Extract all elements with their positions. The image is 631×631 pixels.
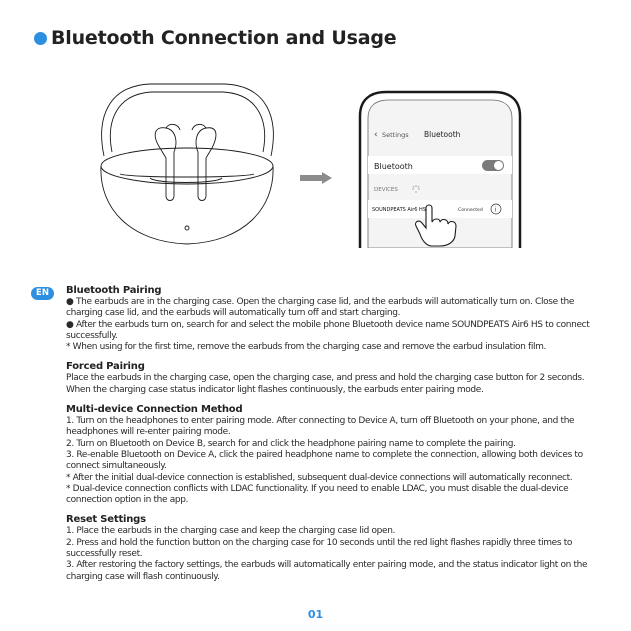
section-paragraph: 1. Place the earbuds in the charging case and keep the charging case lid open.	[66, 526, 396, 537]
title-row	[34, 27, 396, 49]
section-paragraph: 2. Press and hold the function button on the charging case for 10 seconds until the red light flashes rapidly three times to successfully reset.	[66, 537, 573, 560]
section-paragraph: 3. After restoring the factory settings, the earbuds will automatically enter pairing mode, and the status indicator light on the charging case will flash continuously.	[66, 560, 588, 582]
section-heading: Bluetooth Pairing	[66, 285, 162, 296]
page-title: Bluetooth Connection and Usage	[51, 27, 397, 49]
toggle-knob	[494, 161, 503, 170]
bluetooth-label: Bluetooth	[374, 162, 413, 171]
section-heading: Forced Pairing	[66, 361, 145, 373]
section-paragraph: Place the earbuds in the charging case, open the charging case, and press and hold the charging case button for 2 seconds. When the charging case status indicator light flashes continuously, the earbuds enter pairing mode.	[66, 373, 585, 395]
devices-label: DEVICES	[374, 187, 398, 193]
title-bullet-dot	[34, 32, 47, 45]
back-label: Settings	[382, 131, 409, 139]
arrow-right-icon	[300, 172, 332, 184]
section-paragraph: * Dual-device connection conflicts with LDAC functionality. If you need to enable LDAC, you must disable the dual-device connection option in the app.	[66, 483, 569, 506]
instructions-body	[66, 285, 591, 591]
svg-text:i: i	[494, 206, 497, 214]
section-paragraph: ● After the earbuds turn on, search for and select the mobile phone Bluetooth device name SOUNDPEATS Air6 HS to connect successfully.	[66, 319, 590, 341]
section-paragraph: 3. Re-enable Bluetooth on Device A, click the paired headphone name to complete the connection, allowing both devices to connect simultaneously.	[66, 449, 583, 472]
section-paragraph: * When using for the first time, remove the earbuds from the charging case and remove the earbud insulation film.	[66, 342, 547, 353]
page-number: 01	[307, 608, 324, 621]
device-name: SOUNDPEATS Air6 HS	[372, 207, 426, 213]
earbuds-case-illustration	[90, 78, 285, 248]
section-heading: Reset Settings	[66, 514, 146, 526]
phone-illustration	[356, 90, 524, 248]
section-heading: Multi-device Connection Method	[66, 404, 243, 416]
language-badge: EN	[31, 287, 54, 300]
back-chevron-icon: ‹	[374, 130, 378, 140]
instruction-section	[66, 404, 591, 506]
instruction-section	[66, 285, 591, 353]
instruction-section	[66, 514, 591, 582]
section-paragraph: 2. Turn on Bluetooth on Device B, search for and click the headphone pairing name to complete the pairing.	[66, 438, 516, 449]
section-paragraph: ● The earbuds are in the charging case. Open the charging case lid, and the earbuds will automatically turn on. Close the charging case lid, and the earbuds will automatically turn off and start charging.	[66, 297, 575, 319]
screen-title: Bluetooth	[424, 130, 461, 139]
section-paragraph: * After the initial dual-device connection is established, subsequent dual-device connections will automatically reconnect.	[66, 472, 573, 483]
instruction-section	[66, 361, 591, 396]
section-paragraph: 1. Turn on the headphones to enter pairing mode. After connecting to Device A, turn off Bluetooth on your phone, and the headphones will re-enter pairing mode.	[66, 416, 575, 438]
device-status: Connected	[458, 208, 483, 213]
